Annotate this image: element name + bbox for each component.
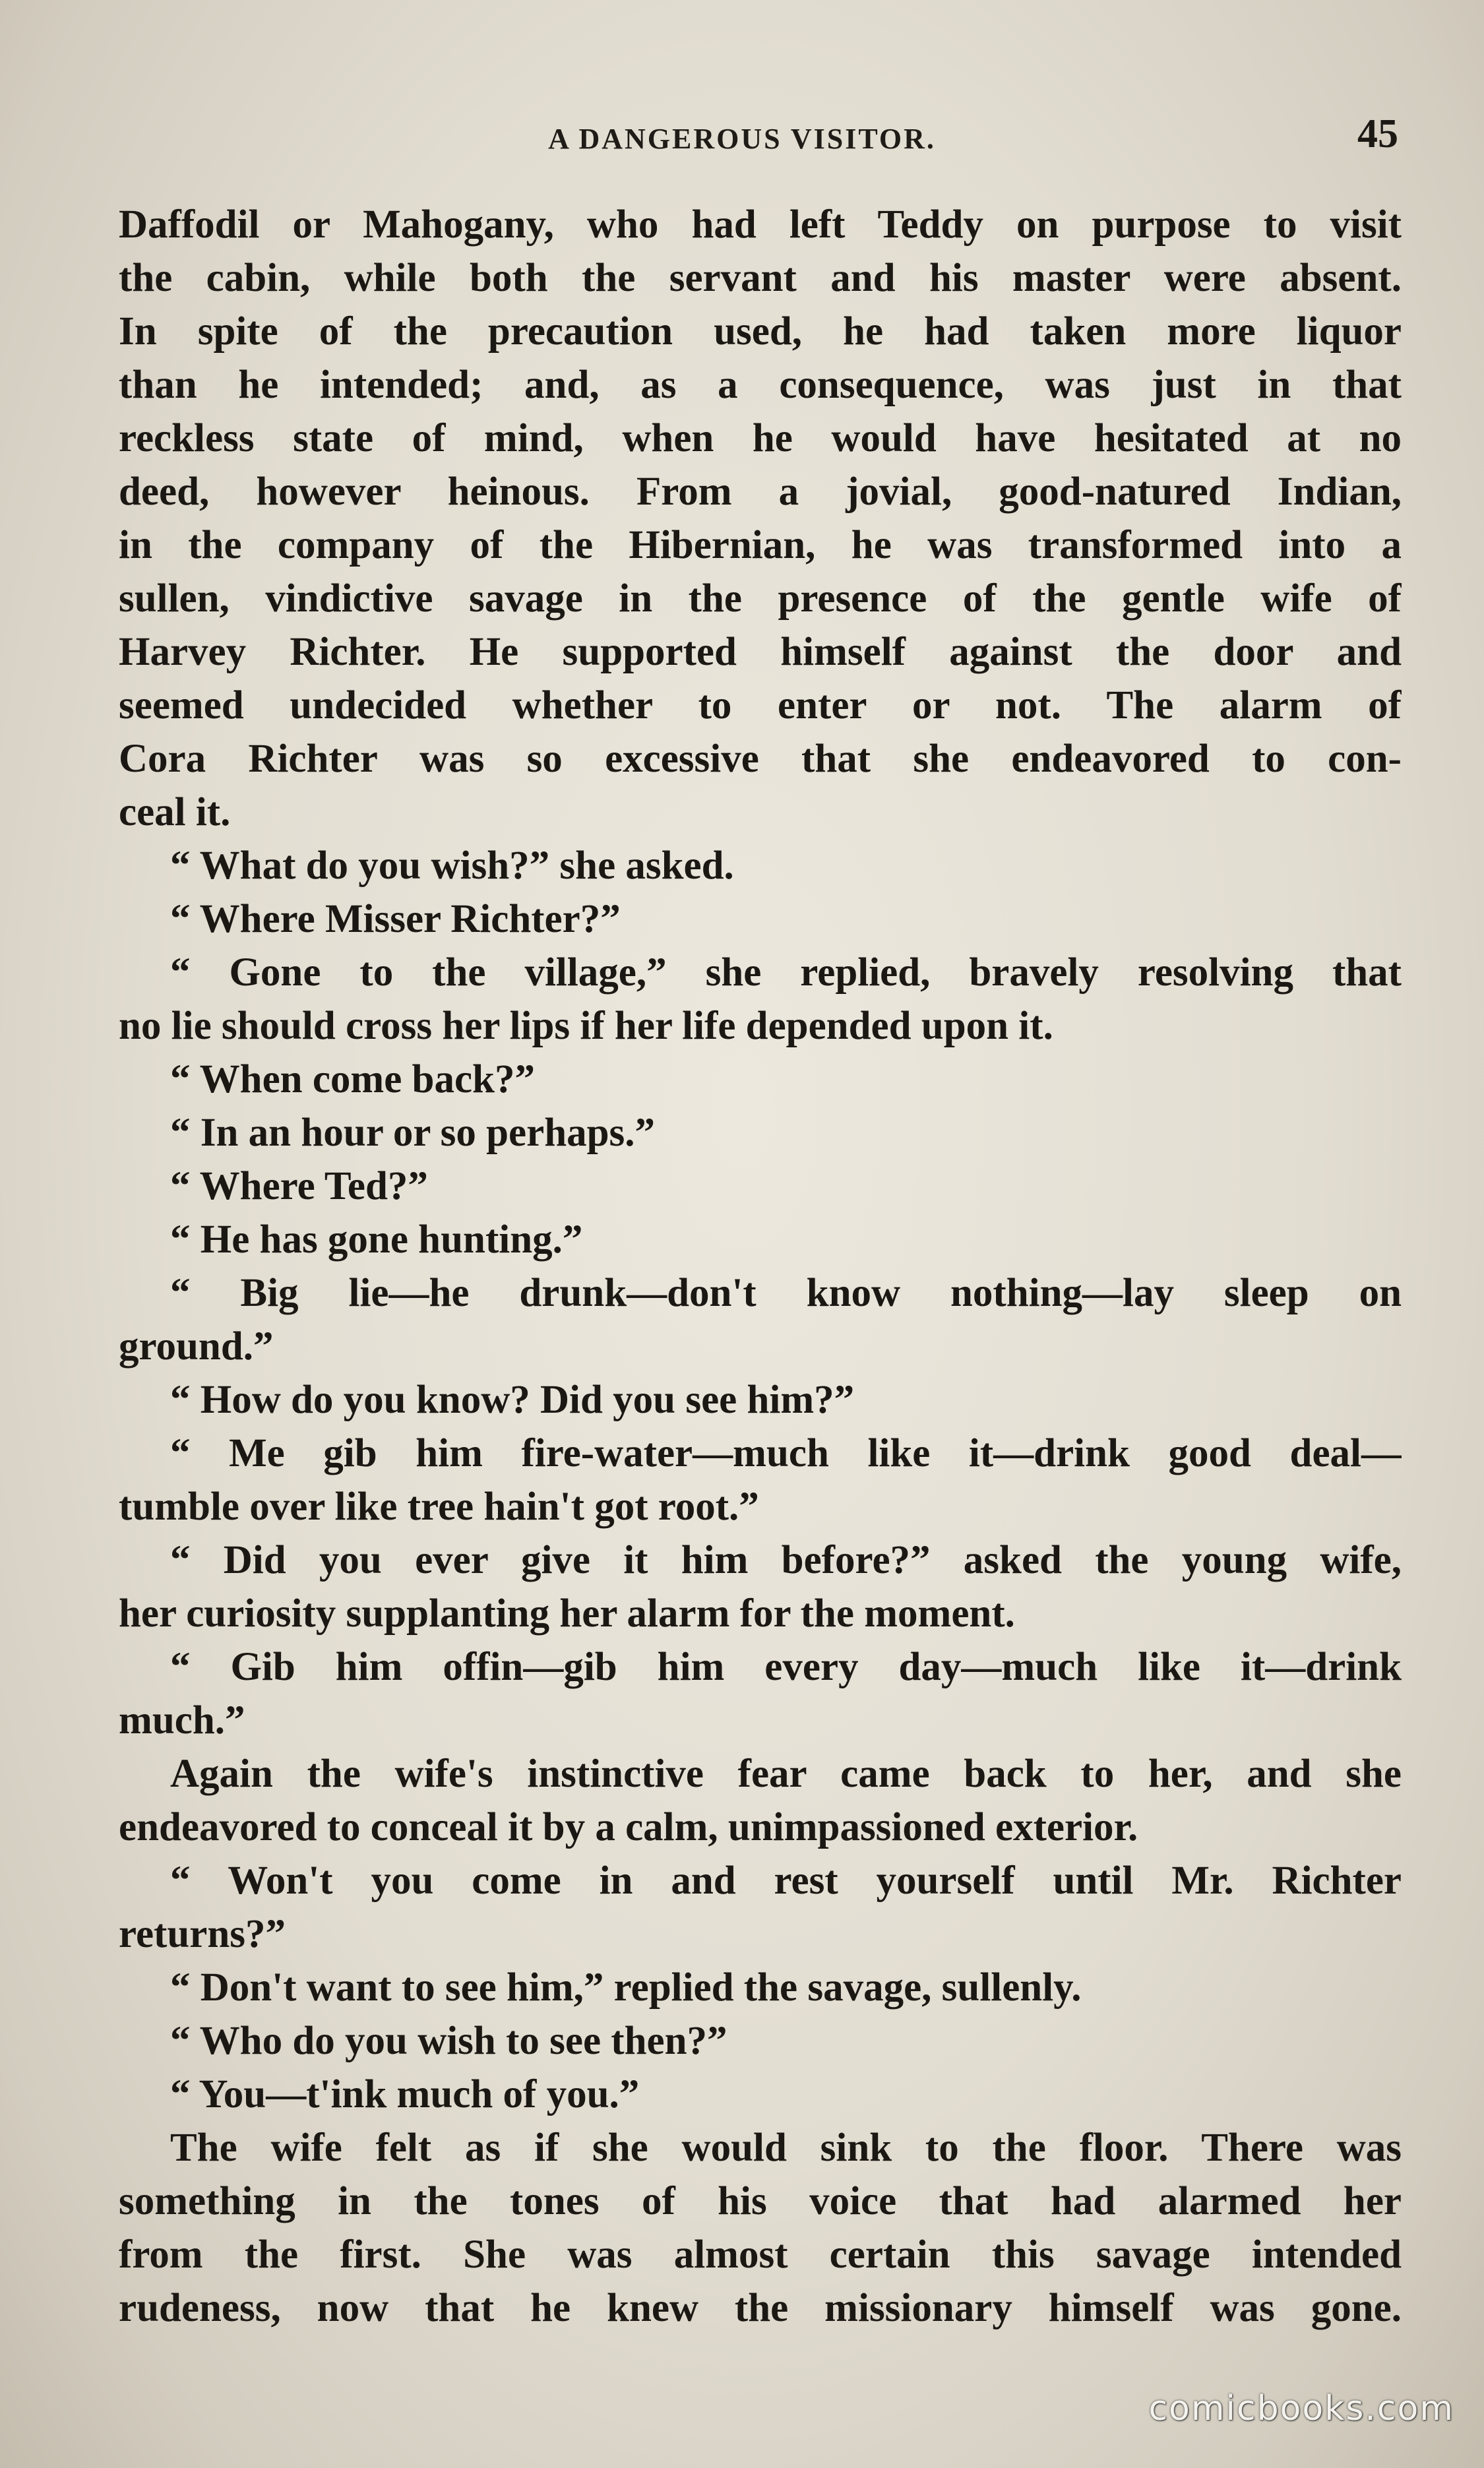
text-line: tumble over like tree hain't got root.” — [119, 1485, 759, 1529]
text-line: “ He has gone hunting.” — [170, 1218, 583, 1262]
text-line: “ You—t'ink much of you.” — [170, 2072, 640, 2116]
text-line: her curiosity supplanting her alarm for the moment. — [119, 1591, 1015, 1636]
text-line: Again the wife's instinctive fear came back to her, and she — [170, 1752, 1402, 1796]
text-line: endeavored to conceal it by a calm, unimpassioned exterior. — [119, 1805, 1138, 1849]
text-line: “ Gone to the village,” she replied, bravely resolving that — [170, 950, 1402, 995]
text-line: ceal it. — [119, 790, 231, 834]
text-line: reckless state of mind, when he would have hesitated at no — [119, 416, 1402, 460]
text-line: “ Did you ever give it him before?” asked the young wife, — [170, 1538, 1402, 1582]
text-line: deed, however heinous. From a jovial, good-natured Indian, — [119, 470, 1402, 514]
watermark: comicbooks.com — [1148, 2389, 1454, 2428]
text-line: from the first. She was almost certain this savage intended — [119, 2233, 1402, 2277]
text-line: Daffodil or Mahogany, who had left Teddy on purpose to visit — [119, 202, 1402, 247]
text-line: Cora Richter was so excessive that she endeavored to con- — [119, 737, 1402, 781]
running-title: A DANGEROUS VISITOR. — [548, 123, 936, 155]
text-line: “ Big lie—he drunk—don't know nothing—lay sleep on — [170, 1271, 1402, 1315]
body-text — [119, 198, 1402, 2335]
text-line: “ Don't want to see him,” replied the savage, sullenly. — [170, 1965, 1082, 2010]
text-line: much.” — [119, 1698, 245, 1743]
text-line: sullen, vindictive savage in the presence of the gentle wife of — [119, 576, 1402, 621]
text-line: “ Who do you wish to see then?” — [170, 2019, 727, 2063]
text-line: Harvey Richter. He supported himself against the door and — [119, 630, 1402, 674]
text-line: “ Where Ted?” — [170, 1164, 428, 1208]
text-line: “ When come back?” — [170, 1057, 535, 1101]
text-line: “ Where Misser Richter?” — [170, 897, 621, 941]
text-line: returns?” — [119, 1912, 286, 1956]
text-line: “ Won't you come in and rest yourself until Mr. Richter — [170, 1859, 1402, 1903]
text-line: “ Me gib him fire-water—much like it—drink good deal— — [170, 1431, 1402, 1475]
text-line: “ What do you wish?” she asked. — [170, 844, 734, 888]
text-line: “ How do you know? Did you see him?” — [170, 1378, 855, 1422]
text-line: ground.” — [119, 1324, 274, 1369]
page-number: 45 — [1357, 111, 1398, 156]
text-line: rudeness, now that he knew the missionary himself was gone. — [119, 2286, 1402, 2330]
text-line: something in the tones of his voice that had alarmed her — [119, 2179, 1402, 2223]
text-line: “ Gib him offin—gib him every day—much like it—drink — [170, 1645, 1402, 1689]
text-line: the cabin, while both the servant and his master were absent. — [119, 256, 1402, 300]
text-line: The wife felt as if she would sink to the floor. There was — [170, 2126, 1402, 2170]
text-line: no lie should cross her lips if her life depended upon it. — [119, 1004, 1053, 1048]
text-line: in the company of the Hibernian, he was transformed into a — [119, 523, 1402, 567]
text-line: “ In an hour or so perhaps.” — [170, 1111, 656, 1155]
text-line: than he intended; and, as a consequence, was just in that — [119, 363, 1402, 407]
text-line: seemed undecided whether to enter or not. The alarm of — [119, 683, 1402, 727]
text-line: In spite of the precaution used, he had taken more liquor — [119, 309, 1402, 354]
page-header — [0, 99, 1484, 171]
